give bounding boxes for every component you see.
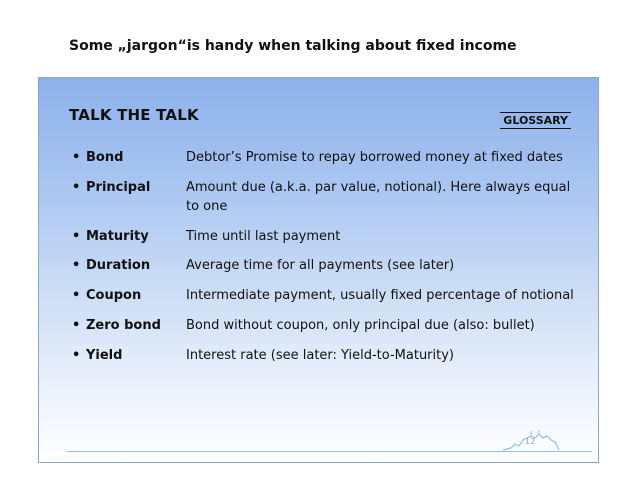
list-item xyxy=(72,286,582,305)
list-item xyxy=(72,256,582,275)
term-name: Bond xyxy=(86,150,124,165)
bullet-icon: • xyxy=(72,318,81,333)
panel-title: TALK THE TALK xyxy=(69,106,199,124)
term-description: Amount due (a.k.a. par value, notional). Here always equal to one xyxy=(186,180,571,214)
list-item xyxy=(72,227,582,246)
term-list xyxy=(72,148,582,365)
bullet-icon: • xyxy=(72,229,81,244)
term-description: Debtor’s Promise to repay borrowed money at fixed dates xyxy=(186,150,563,165)
bullet-icon: • xyxy=(72,258,81,273)
list-item xyxy=(72,346,582,365)
bullet-icon: • xyxy=(72,348,81,363)
glossary-tag: GLOSSARY xyxy=(500,112,571,129)
term-description: Intermediate payment, usually fixed percentage of notional xyxy=(186,288,574,303)
slide-headline: Some „jargon“is handy when talking about fixed income xyxy=(69,38,517,54)
glossary-panel xyxy=(38,77,599,463)
term-description: Bond without coupon, only principal due (also: bullet) xyxy=(186,318,535,333)
term-name: Principal xyxy=(86,180,151,195)
term-description: Time until last payment xyxy=(186,229,341,244)
bullet-icon: • xyxy=(72,150,81,165)
footer-divider xyxy=(67,451,592,452)
term-name: Coupon xyxy=(86,288,142,303)
page-number: 12 xyxy=(525,437,536,446)
list-item xyxy=(72,148,582,167)
bullet-icon: • xyxy=(72,288,81,303)
term-description: Interest rate (see later: Yield-to-Maturity) xyxy=(186,348,455,363)
list-item xyxy=(72,178,582,216)
term-name: Zero bond xyxy=(86,318,161,333)
term-name: Duration xyxy=(86,258,151,273)
term-name: Maturity xyxy=(86,229,149,244)
term-name: Yield xyxy=(86,348,123,363)
term-description: Average time for all payments (see later) xyxy=(186,258,455,273)
bullet-icon: • xyxy=(72,180,81,195)
list-item xyxy=(72,316,582,335)
